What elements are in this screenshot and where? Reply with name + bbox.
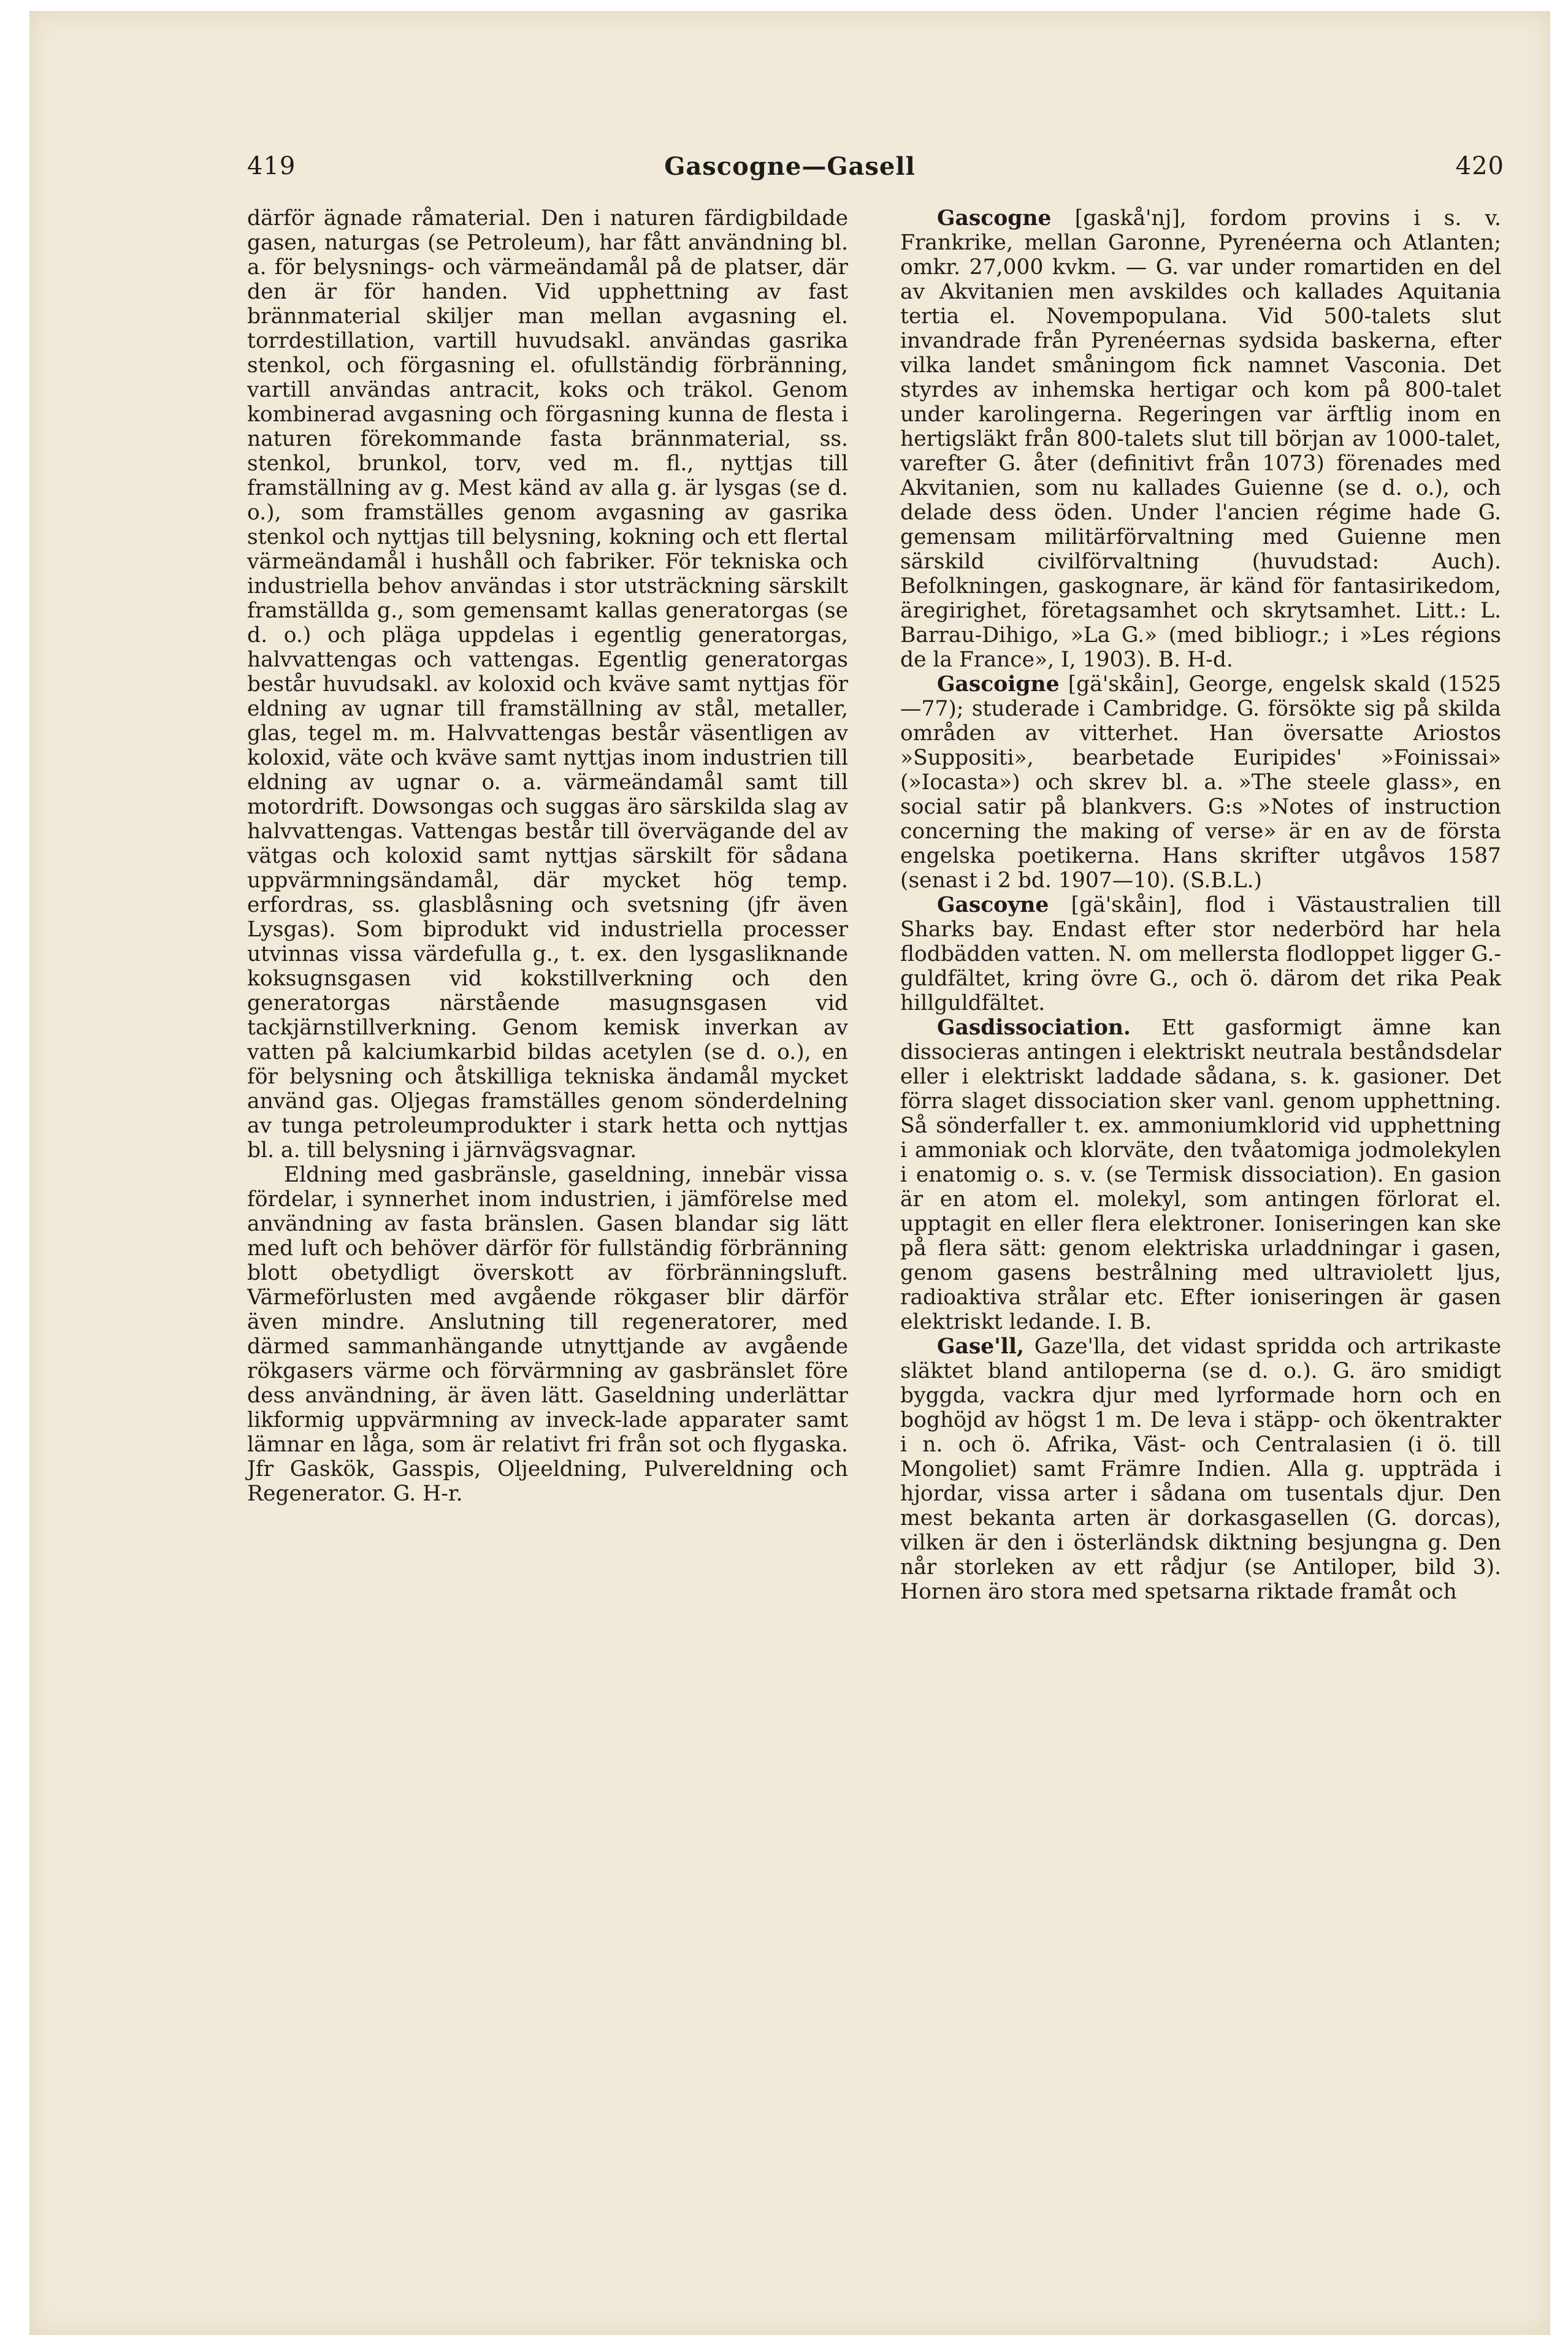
page-number-right: 420 (1455, 152, 1504, 180)
entry-body: [gaskå'nj], fordom provins i s. v. Frankrike, mellan Garonne, Pyrenéerna och Atlanten; omkr. 27,000 kvkm. — G. var under romartiden en del av Akvitanien men avskildes och kallades Aquitania tertia el. Novempopulana. Vid 500-talets slut invandrade från Pyrenéernas sydsida baskerna, efter vilka landet småningom fick namnet Vasconia. Det styrdes av inhemska hertigar och kom på 800-talet under karolingerna. Regeringen var ärftlig inom en hertigsläkt från 800-talets slut till början av 1000-talet, varefter G. åter (definitivt från 1073) förenades med Akvitanien, som nu kallades Guienne (se d. o.), och delade dess öden. Under l'ancien régime hade G. gemensam militärförvaltning med Guienne men särskild civilförvaltning (huvudstad: Auch). Befolkningen, gaskognare, är känd för fantasirikedom, äregirighet, företagsamhet och skrytsamhet. Litt.: L. Barrau-Dihigo, »La G.» (med bibliogr.; i »Les régions de la France», I, 1903). B. H-d. (900, 206, 1501, 672)
book-page (29, 11, 1550, 2335)
entry-body: Gaze'lla, det vidast spridda och artrikaste släktet bland antiloperna (se d. o.). G. äro smidigt byggda, vackra djur med lyrformade horn och en boghöjd av högst 1 m. De leva i stäpp- och ökentrakter i n. och ö. Afrika, Väst- och Centralasien (i ö. till Mongoliet) samt Främre Indien. Alla g. uppträda i hjordar, vissa arter i sådana om tusentals djur. Den mest bekanta arten är dorkasgasellen (G. dorcas), vilken är den i österländsk diktning besjungna g. Den når storleken av ett rådjur (se Antiloper, bild 3). Hornen äro stora med spetsarna riktade framåt och (900, 1334, 1501, 1604)
running-title: Gascogne—Gasell (664, 152, 916, 181)
entry-body: Ett gasformigt ämne kan dissocieras antingen i elektriskt neutrala beståndsdelar eller i elektriskt laddade sådana, s. k. gasioner. Det förra slaget dissociation sker vanl. genom upphettning. Så sönderfaller t. ex. ammoniumklorid vid upphettning i ammoniak och klorväte, den tvåatomiga jodmolekylen i enatomig o. s. v. (se Termisk dissociation). En gasion är en atom el. molekyl, som antingen förlorat el. upptagit en eller flera elektroner. Ioniseringen kan ske på flera sätt: genom elektriska urladdningar i gasen, genom gasens bestrålning med ultraviolett ljus, radioaktiva strålar etc. Efter ioniseringen är gasen elektriskt ledande. I. B. (900, 1015, 1501, 1334)
headword: Gascogne (937, 206, 1052, 231)
headword: Gasdissociation. (937, 1015, 1131, 1040)
page-number-left: 419 (247, 152, 296, 180)
entry-gascoigne (900, 672, 1501, 893)
entry-gascogne (900, 206, 1501, 672)
left-column (247, 206, 848, 1506)
paragraph: Eldning med gasbränsle, gaseldning, innebär vissa fördelar, i synnerhet inom industrien, i jämförelse med användning av fasta bränslen. Gasen blandar sig lätt med luft och behöver därför för fullständig förbränning blott obetydligt överskott av förbränningsluft. Värmeförlusten med avgående rökgaser blir därför även mindre. Anslutning till regeneratorer, med därmed sammanhängande utnyttjande av avgående rökgasers värme och förvärmning av gasbränslet före dess användning, är även lätt. Gaseldning underlättar likformig uppvärmning av inveck-lade apparater samt lämnar en låga, som är relativt fri från sot och flygaska. Jfr Gaskök, Gasspis, Oljeeldning, Pulvereldning och Regenerator. G. H-r. (247, 1163, 848, 1506)
entry-body: [gä'skåin], flod i Västaustralien till Sharks bay. Endast efter stor nederbörd har hela flodbädden vatten. N. om mellersta flodloppet ligger G.-guldfältet, kring övre G., och ö. därom det rika Peak hillguldfältet. (900, 893, 1501, 1015)
headword: Gascoigne (937, 672, 1060, 697)
paragraph: därför ägnade råmaterial. Den i naturen färdigbildade gasen, naturgas (se Petroleum), har fått användning bl. a. för belysnings- och värmeändamål på de platser, där den är för handen. Vid upphettning av fast brännmaterial skiljer man mellan avgasning el. torrdestillation, vartill huvudsakl. användas gasrika stenkol, och förgasning el. ofullständig förbränning, vartill användas antracit, koks och träkol. Genom kombinerad avgasning och förgasning kunna de flesta i naturen förekommande fasta brännmaterial, ss. stenkol, brunkol, torv, ved m. fl., nyttjas till framställning av g. Mest känd av alla g. är lysgas (se d. o.), som framställes genom avgasning av gasrika stenkol och nyttjas till belysning, kokning och ett flertal värmeändamål i hushåll och fabriker. För tekniska och industriella behov användas i stor utsträckning särskilt framställda g., som gemensamt kallas generatorgas (se d. o.) och pläga uppdelas i egentlig generatorgas, halvvattengas och vattengas. Egentlig generatorgas består huvudsakl. av koloxid och kväve samt nyttjas för eldning av ugnar till framställning av stål, metaller, glas, tegel m. m. Halvvattengas består väsentligen av koloxid, väte och kväve samt nyttjas inom industrien till eldning av ugnar o. a. värmeändamål samt till motordrift. Dowsongas och suggas äro särskilda slag av halvvattengas. Vattengas består till övervägande del av vätgas och koloxid samt nyttjas särskilt för sådana uppvärmningsändamål, där mycket hög temp. erfordras, ss. glasblåsning och svetsning (jfr även Lysgas). Som biprodukt vid industriella processer utvinnas vissa värdefulla g., t. ex. den lysgasliknande koksugnsgasen vid kokstillverkning och den generatorgas närstående masugnsgasen vid tackjärnstillverkning. Genom kemisk inverkan av vatten på kalciumkarbid bildas acetylen (se d. o.), en för belysning och åtskilliga tekniska ändamål mycket använd gas. Oljegas framställes genom sönderdelning av tunga petroleumprodukter i stark hetta och nyttjas bl. a. till belysning i järnvägsvagnar. (247, 206, 848, 1163)
headword: Gase'll, (937, 1334, 1024, 1359)
entry-gasell (900, 1334, 1501, 1604)
entry-gascoyne (900, 893, 1501, 1015)
entry-gasdissociation (900, 1015, 1501, 1334)
entry-body: [gä'skåin], George, engelsk skald (1525—77); studerade i Cambridge. G. försökte sig på skilda områden av vitterhet. Han översatte Ariostos »Suppositi», bearbetade Euripides' »Foinissai» (»Iocasta») och skrev bl. a. »The steele glass», en social satir på blankvers. G:s »Notes of instruction concerning the making of verse» är en av de första engelska poetikerna. Hans skrifter utgåvos 1587 (senast i 2 bd. 1907—10). (S.B.L.) (900, 672, 1501, 893)
headword: Gascoyne (937, 893, 1049, 917)
right-column (900, 206, 1501, 1604)
